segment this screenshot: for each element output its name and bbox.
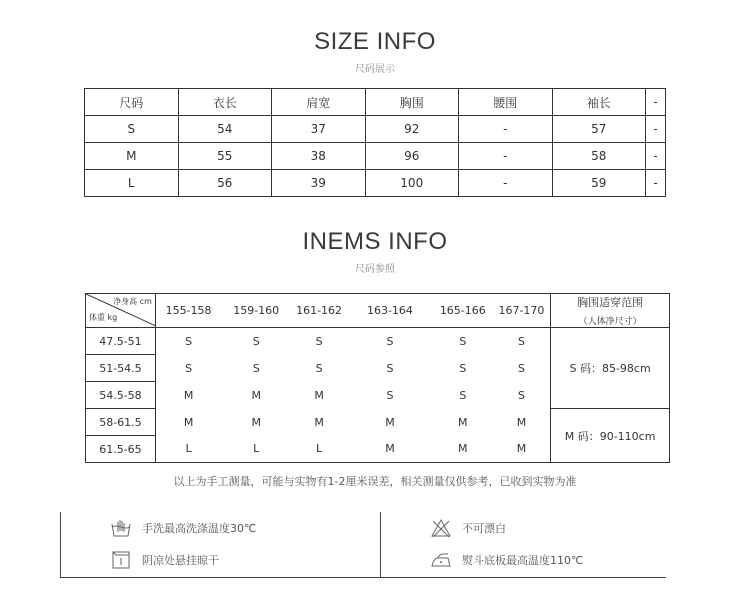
table-row [86,328,670,355]
no-bleach-icon [430,518,452,538]
header-cell: 袖长 [552,89,646,116]
value-cell: - [459,143,553,170]
value-cell: - [459,116,553,143]
height-range-header: 155-158 [155,294,221,328]
value-cell: - [646,170,666,197]
size-cell: M [314,388,324,402]
size-cell: S [459,388,467,402]
size-cell: S [315,334,323,348]
height-range-header: 161-162 [291,294,347,328]
size-table [84,88,666,197]
value-cell: 37 [272,116,366,143]
header-cell: 肩宽 [272,89,366,116]
size-cell: M [493,436,551,463]
size-cell: S [459,361,467,375]
care-frame-bottom [60,577,666,578]
value-cell: 100 [365,170,459,197]
hand-wash-label: 手洗最高洗涤温度30℃ [142,522,257,535]
iron-icon [430,550,452,570]
size-cell: S [185,361,193,375]
value-cell: 92 [365,116,459,143]
weight-cell: 58-61.5 [86,409,156,436]
care-frame-divider [380,512,381,578]
size-info-subtitle: 尺码展示 [355,64,395,75]
table-row [86,409,670,436]
weight-cell: 54.5-58 [86,382,156,409]
no-bleach-label: 不可漂白 [462,522,506,535]
care-iron [430,550,583,570]
size-cell: L [221,436,291,463]
size-info-title: SIZE INFO [314,28,436,55]
value-cell: - [646,143,666,170]
size-cell: M [458,415,468,429]
header-cell: - [646,89,666,116]
value-cell: 96 [365,143,459,170]
size-cell: S [386,388,394,402]
chest-range-title: 胸围适穿范围 [577,296,644,309]
iron-label: 熨斗底板最高温度110℃ [462,554,584,567]
header-cell: 胸围 [365,89,459,116]
size-cell: M [183,415,194,429]
chest-range-subtitle: （人体净尺寸） [578,317,642,327]
value-cell: - [646,116,666,143]
height-range-header: 165-166 [433,294,493,328]
value-cell: 59 [552,170,646,197]
size-cell: S [252,361,260,375]
size-cell: S [517,361,525,375]
inems-info-title: INEMS INFO [302,228,448,255]
size-cell: L [85,170,179,197]
care-no-bleach [430,518,506,538]
size-cell: M [85,143,179,170]
size-reference-table [85,293,670,463]
chest-range-header [551,294,670,328]
size-cell: S [386,361,394,375]
value-cell: 57 [552,116,646,143]
size-cell: S [386,334,394,348]
reference-header-row [86,294,670,328]
value-cell: 58 [552,143,646,170]
size-cell: M [251,388,261,402]
weight-cell: 47.5-51 [86,328,156,355]
value-cell: 39 [272,170,366,197]
size-cell: S [315,361,323,375]
header-cell: 衣长 [178,89,272,116]
size-cell: S [85,116,179,143]
size-table-header [85,89,666,116]
size-cell: S [252,334,260,348]
weight-axis-label: 体重 kg [89,313,118,322]
measurement-note: 以上为手工测量，可能与实物有1-2厘米误差，相关测量仅供参考，已收到实物为准 [173,475,577,488]
hand-wash-icon [110,518,132,538]
range-m-cell: M 码：90-110cm [551,409,670,463]
value-cell: 56 [178,170,272,197]
diagonal-corner-cell [86,294,156,328]
table-row [85,143,666,170]
weight-cell: 51-54.5 [86,355,156,382]
weight-cell: 61.5-65 [86,436,156,463]
size-cell: M [347,436,433,463]
size-cell: M [251,415,261,429]
size-cell: S [517,388,525,402]
value-cell: 54 [178,116,272,143]
header-cell: 腰围 [459,89,553,116]
size-cell: S [185,334,193,348]
size-cell: L [155,436,221,463]
range-s-cell: S 码：85-98cm [551,328,670,409]
size-cell: M [433,436,493,463]
height-range-header: 163-164 [347,294,433,328]
value-cell: 38 [272,143,366,170]
value-cell: 55 [178,143,272,170]
size-cell: S [459,334,467,348]
inems-info-subtitle: 尺码参照 [355,264,395,275]
height-axis-label: 净身高 cm [113,297,152,306]
care-hang-dry [110,550,219,570]
size-cell: S [517,334,525,348]
size-cell: M [314,415,324,429]
hang-dry-icon [110,550,132,570]
height-range-header: 167-170 [493,294,551,328]
table-row [85,170,666,197]
size-cell: M [516,415,527,429]
size-cell: M [183,388,194,402]
height-range-header: 159-160 [221,294,291,328]
hang-dry-label: 阴凉处悬挂晾干 [142,554,219,567]
header-cell: 尺码 [85,89,179,116]
size-cell: M [385,415,395,429]
value-cell: - [459,170,553,197]
care-frame-left [60,512,61,578]
care-hand-wash [110,518,256,538]
table-row [85,116,666,143]
size-cell: L [291,436,347,463]
